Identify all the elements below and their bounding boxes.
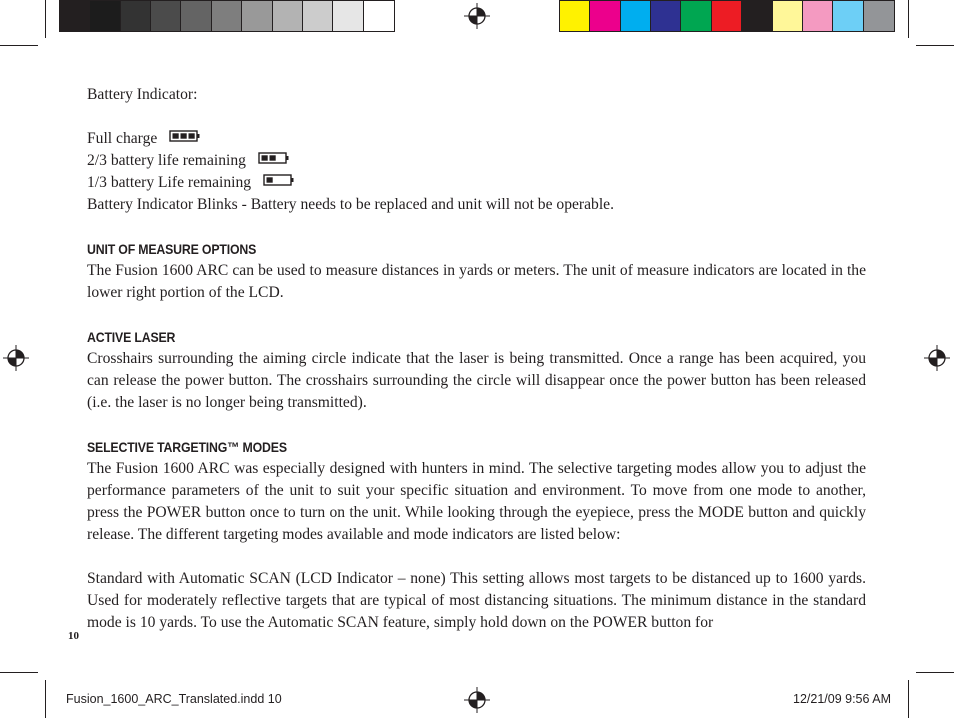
grayscale-swatch: [151, 1, 181, 31]
section-paragraph: Crosshairs surrounding the aiming circle indicate that the laser is being transmitted. Once a range has been acquired, you can release the power button. The crosshairs surrounding the circle will disappear once the power button has been released (i.e. the laser is no longer being transmitted).: [87, 350, 866, 411]
crop-mark-bottom-right-v: [908, 680, 909, 718]
registration-mark-icon: [464, 3, 490, 29]
slug-filename: Fusion_1600_ARC_Translated.indd 10: [66, 692, 282, 706]
battery-item-label: 2/3 battery life remaining: [87, 152, 246, 169]
crop-mark-top-left-h: [0, 45, 38, 46]
battery-indicator-heading: Battery Indicator:: [87, 86, 198, 103]
grayscale-swatch: [303, 1, 333, 31]
battery-item-one-third: [87, 172, 866, 194]
process-swatch: [621, 1, 651, 31]
registration-mark-icon: [3, 345, 29, 371]
process-swatch: [833, 1, 863, 31]
section-heading-active-laser: ACTIVE LASER: [87, 329, 176, 345]
grayscale-swatch: [60, 1, 90, 31]
section-paragraph: The Fusion 1600 ARC was especially designed with hunters in mind. The selective targeting modes allow you to adjust the performance parameters of the unit to suit your specific situation and environment. To move from one mode to another, press the POWER button once to turn on the unit. While looking through the eyepiece, press the MODE button and quickly release. The different targeting modes available and mode indicators are listed below:: [87, 460, 866, 543]
grayscale-swatch: [181, 1, 211, 31]
battery-segment: [181, 133, 187, 138]
battery-item-label: Full charge: [87, 130, 158, 147]
grayscale-swatch: [242, 1, 272, 31]
battery-blinks-text: Battery Indicator Blinks - Battery needs to be replaced and unit will not be operable.: [87, 196, 614, 213]
grayscale-swatch: [90, 1, 120, 31]
process-swatch: [864, 1, 894, 31]
battery-segment: [269, 155, 275, 160]
registration-mark-icon: [464, 687, 490, 713]
crop-mark-bottom-left-v: [45, 680, 46, 718]
crop-mark-top-left-v: [45, 0, 46, 38]
crop-mark-bottom-right-h: [916, 672, 954, 673]
battery-full-icon: [169, 128, 201, 150]
grayscale-swatch: [273, 1, 303, 31]
section-paragraph: The Fusion 1600 ARC can be used to measure distances in yards or meters. The unit of measure indicators are located in the lower right portion of the LCD.: [87, 262, 866, 301]
battery-item-full: [87, 128, 866, 150]
grayscale-color-bar: [59, 0, 395, 32]
process-swatch: [560, 1, 590, 31]
process-swatch: [712, 1, 742, 31]
battery-segment: [173, 133, 179, 138]
crop-mark-bottom-left-h: [0, 672, 38, 673]
process-swatch: [590, 1, 620, 31]
battery-one-third-icon: [263, 172, 295, 194]
battery-segment: [189, 133, 195, 138]
battery-segment: [261, 155, 267, 160]
battery-two-thirds-icon: [258, 150, 290, 172]
process-color-bar: [559, 0, 895, 32]
page-body: [87, 84, 866, 634]
grayscale-swatch: [121, 1, 151, 31]
section-heading-selective-targeting: SELECTIVE TARGETING™ MODES: [87, 439, 287, 455]
battery-item-two-thirds: [87, 150, 866, 172]
grayscale-swatch: [364, 1, 394, 31]
crop-mark-top-right-v: [908, 0, 909, 38]
process-swatch: [773, 1, 803, 31]
process-swatch: [651, 1, 681, 31]
crop-mark-top-right-h: [916, 45, 954, 46]
page-number: 10: [68, 630, 79, 642]
grayscale-swatch: [212, 1, 242, 31]
process-swatch: [803, 1, 833, 31]
grayscale-swatch: [333, 1, 363, 31]
registration-mark-icon: [924, 345, 950, 371]
battery-item-label: 1/3 battery Life remaining: [87, 174, 252, 191]
slug-timestamp: 12/21/09 9:56 AM: [793, 692, 891, 706]
process-swatch: [681, 1, 711, 31]
battery-segment: [267, 177, 273, 182]
section-heading-unit-of-measure: UNIT OF MEASURE OPTIONS: [87, 241, 257, 257]
process-swatch: [742, 1, 772, 31]
section-paragraph: Standard with Automatic SCAN (LCD Indicator – none) This setting allows most targets to be distanced up to 1600 yards. Used for moderately reflective targets that are typical of most distancing situations. The minimum distance in the standard mode is 10 yards. To use the Automatic SCAN feature, simply hold down on the POWER button for: [87, 570, 866, 631]
